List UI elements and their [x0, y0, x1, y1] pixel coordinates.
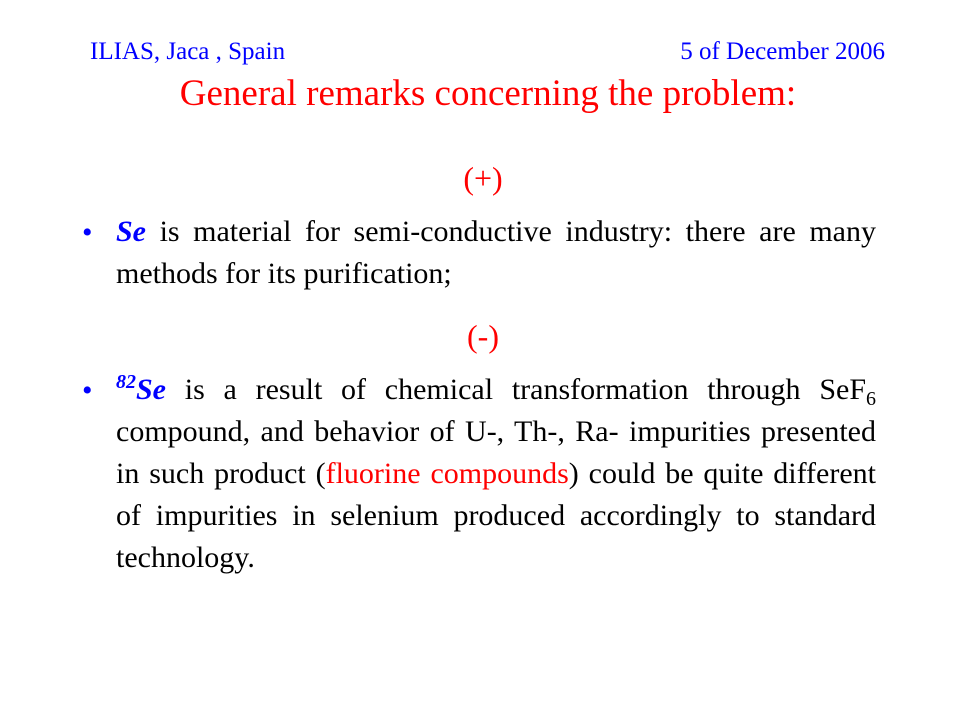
bullet-text-part: compound, and behavior of U-, Th-, Ra- impurities presented in such product (: [116, 415, 876, 490]
bullet-item-pros: [116, 211, 876, 295]
bullet-text-part: ) could be quite different of impurities in selenium produced accordingly to standard technology.: [116, 457, 876, 574]
header-date: 5 of December 2006: [680, 38, 885, 65]
bullet-dot-icon: •: [82, 374, 93, 407]
formula-subscript: 6: [866, 388, 876, 410]
cons-marker: (-): [467, 318, 499, 354]
bullet-item-cons: [116, 369, 876, 579]
element-symbol: Se: [136, 373, 166, 406]
pros-marker: (+): [463, 160, 503, 196]
isotope-mass-number: 82: [116, 371, 136, 393]
element-symbol: Se: [116, 215, 146, 248]
bullet-text: is material for semi-conductive industry: there are many methods for its purification;: [116, 215, 876, 290]
slide-title: General remarks concerning the problem:: [179, 73, 797, 114]
highlighted-term: fluorine compounds: [325, 457, 569, 490]
header-location: ILIAS, Jaca , Spain: [90, 38, 286, 65]
bullet-dot-icon: •: [82, 216, 93, 249]
bullet-text-part: is a result of chemical transformation through SeF: [166, 373, 866, 406]
